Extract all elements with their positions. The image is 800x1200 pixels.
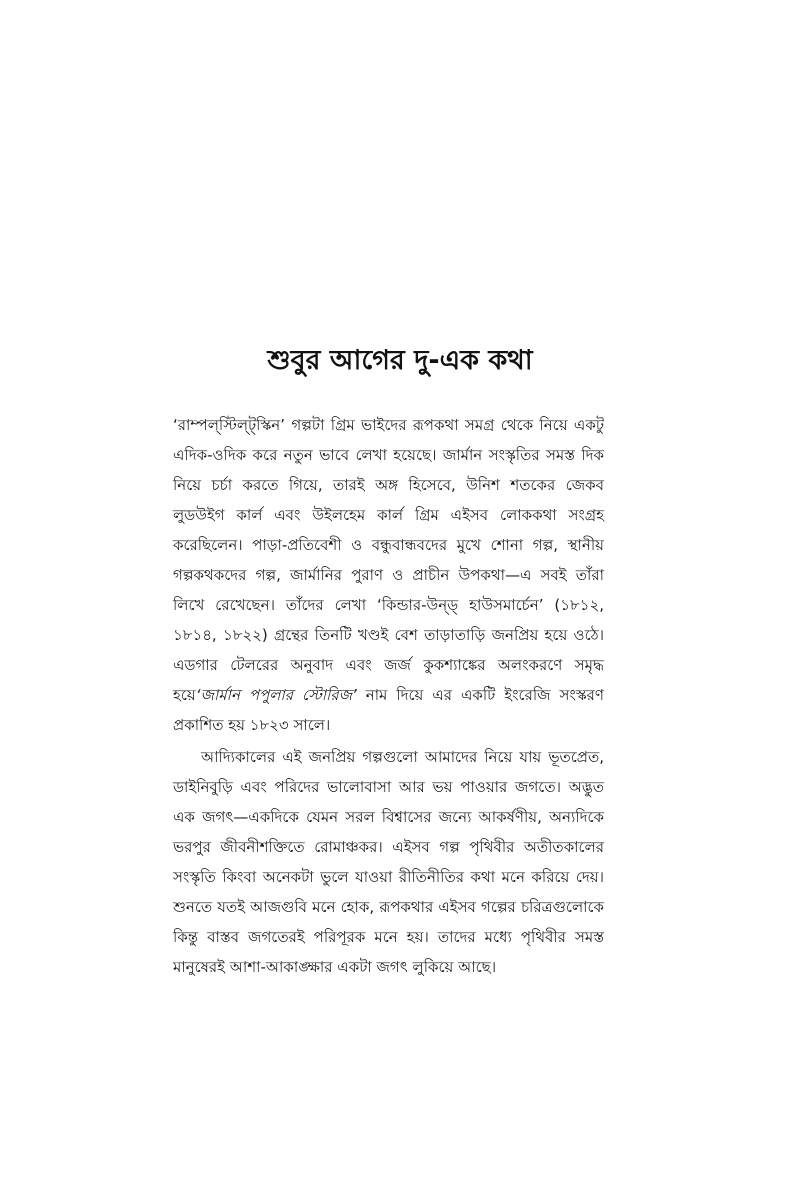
paragraph-1 [173,410,604,740]
body-text [173,410,604,982]
paragraph-1-text-end: নাম দিয়ে এর একটি ইংরেজি সংস্করণ প্রকাশিত হয় ১৮২৩ সালে। [173,686,604,734]
chapter-heading: শুবুর আগের দু-এক কথা [267,345,533,376]
book-title-italic: ‘জার্মান পপুলার স্টোরিজ’ [195,686,357,704]
paragraph-2: আদ্যিকালের এই জনপ্রিয় গল্পগুলো আমাদের নিয়ে যায় ভূতপ্রেত, ডাইনিবুড়ি এবং পরিদের ভালোবাসা আর ভয় পাওয়ার জগতে। অদ্ভুত এক জগৎ—একদিকে যেমন সরল বিশ্বাসের জন্যে আকর্ষণীয়, অন্যদিকে ভরপুর জীবনীশক্তিতে রোমাঞ্চকর। এইসব গল্প পৃথিবীর অতীতকালের সংস্কৃতি কিংবা অনেকটা ভুলে যাওয়া রীতিনীতির কথা মনে করিয়ে দেয়। শুনতে যতই আজগুবি মনে হোক, রূপকথার এইসব গল্পের চরিত্রগুলোকে কিন্তু বাস্তব জগতেরই পরিপূরক মনে হয়। তাদের মধ্যে পৃথিবীর সমস্ত মানুষেরই আশা-আকাঙ্ক্ষার একটা জগৎ লুকিয়ে আছে। [173,748,604,976]
paragraph-1-text: ‘রাম্পল্‌স্টিল্‌ট্‌স্কিন’ গল্পটা গ্রিম ভাইদের রূপকথা সমগ্র থেকে নিয়ে একটু এদিক-ওদিক করে নতুন ভাবে লেখা হয়েছে। জার্মান সংস্কৃতির সমস্ত দিক নিয়ে চর্চা করতে গিয়ে, তারই অঙ্গ হিসেবে, উনিশ শতকের জেকব লুডউইগ কার্ল এবং উইলহেম কার্ল গ্রিম এইসব লোককথা সংগ্রহ করেছিলেন। পাড়া-প্রতিবেশী ও বন্ধুবান্ধবদের মুখে শোনা গল্প, স্থানীয় গল্পকথকদের গল্প, জার্মানির পুরাণ ও প্রাচীন উপকথা—এ সবই তাঁরা লিখে রেখেছেন। তাঁদের লেখা ‘কিন্ডার-উন্ড্‌ হাউসমার্চেন’ (১৮১২, ১৮১৪, ১৮২২) গ্রন্থের তিনটি খণ্ডই বেশ তাড়াতাড়ি জনপ্রিয় হয়ে ওঠে। এডগার টেলরের অনুবাদ এবং জর্জ কুকশ্যাঙ্কের অলংকরণে সমৃদ্ধ হয়ে [173,416,604,704]
